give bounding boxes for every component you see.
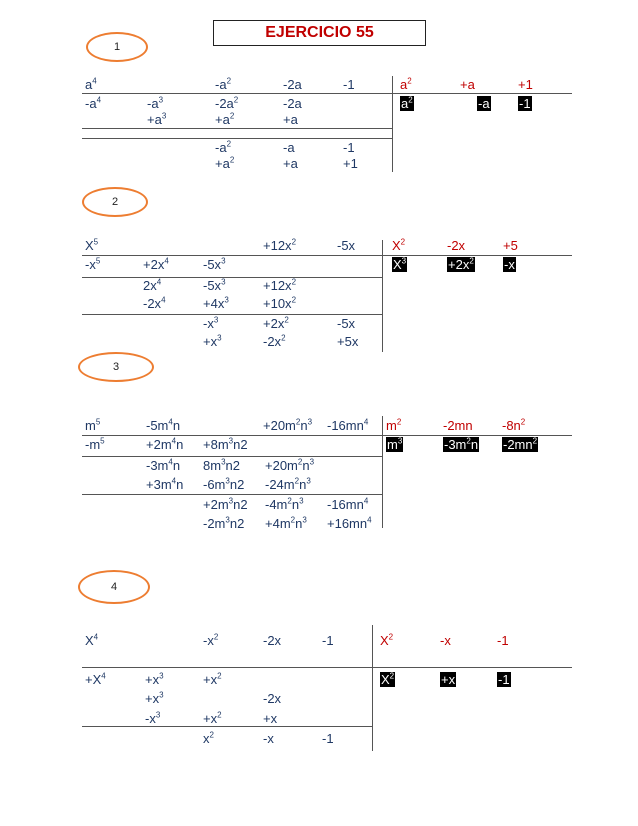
division-term — [322, 633, 334, 648]
term-base: +x — [441, 672, 456, 687]
division-term — [502, 418, 525, 433]
term-base: m — [85, 418, 96, 433]
division-rule — [82, 435, 572, 436]
division-term — [503, 257, 516, 272]
term-exponent: 2 — [466, 436, 471, 446]
division-term — [203, 497, 248, 512]
term-exponent: 4 — [363, 417, 369, 427]
division-term — [203, 516, 244, 531]
term-base: -2x — [263, 691, 282, 706]
division-term — [337, 334, 358, 349]
term-base: x — [203, 731, 210, 746]
term-base: +a — [215, 156, 230, 171]
term-exponent: 2 — [291, 295, 297, 305]
term-variable: n2 — [225, 458, 240, 473]
term-exponent: 2 — [295, 417, 301, 427]
term-exponent: 2 — [287, 496, 292, 506]
division-term — [263, 278, 296, 293]
division-term — [265, 458, 314, 473]
division-rule — [82, 726, 372, 727]
term-base: -5x — [337, 238, 356, 253]
division-term — [392, 257, 407, 272]
term-exponent: 4 — [171, 436, 177, 446]
division-term — [85, 238, 98, 253]
division-term — [283, 112, 298, 127]
exercise-number: 1 — [113, 41, 121, 53]
division-term — [503, 238, 518, 253]
term-base: -2a — [283, 77, 302, 92]
term-exponent: 2 — [281, 333, 286, 343]
term-exponent: 5 — [95, 417, 101, 427]
term-exponent: 3 — [401, 256, 407, 266]
division-term — [263, 731, 274, 746]
division-rule — [82, 128, 392, 129]
term-exponent: 2 — [217, 671, 222, 681]
division-term — [85, 96, 101, 111]
division-term — [265, 497, 304, 512]
term-exponent: 2 — [389, 671, 395, 681]
term-exponent: 3 — [224, 295, 229, 305]
term-exponent: 5 — [93, 237, 99, 247]
term-exponent: 4 — [101, 671, 106, 681]
term-variable: n2 — [229, 477, 245, 492]
term-base: -8n — [502, 418, 521, 433]
term-exponent: 3 — [161, 111, 167, 121]
term-exponent: 3 — [213, 315, 219, 325]
division-term — [143, 257, 169, 272]
division-term — [203, 633, 218, 648]
division-term — [502, 437, 538, 452]
division-term — [203, 458, 240, 473]
term-base: -a — [215, 77, 227, 92]
term-exponent: 4 — [156, 277, 162, 287]
term-base: -1 — [343, 77, 355, 92]
division-term — [147, 112, 166, 127]
term-exponent: 2 — [226, 139, 232, 149]
term-exponent: 2 — [396, 417, 402, 427]
exercise-number: 4 — [110, 581, 118, 593]
division-rule — [82, 314, 382, 315]
term-exponent: 4 — [92, 76, 97, 86]
term-exponent: 3 — [159, 671, 164, 681]
term-base: -5m — [146, 418, 169, 433]
division-term — [147, 96, 163, 111]
exercise-number-badge — [78, 570, 150, 604]
term-exponent: 5 — [100, 436, 105, 446]
division-term — [143, 278, 161, 293]
term-base: +X — [85, 672, 102, 687]
division-term — [440, 633, 451, 648]
term-base: -24m — [265, 477, 295, 492]
division-term — [263, 691, 281, 706]
term-exponent: 2 — [532, 436, 538, 446]
term-base: +5 — [503, 238, 518, 253]
term-exponent: 3 — [158, 95, 164, 105]
term-base: X — [381, 672, 390, 687]
term-base: +a — [283, 156, 298, 171]
division-term — [283, 77, 302, 92]
term-base: -5x — [337, 316, 356, 331]
term-variable: n — [299, 477, 307, 492]
division-term — [145, 672, 164, 687]
term-variable: n — [300, 418, 308, 433]
term-variable: n — [176, 477, 184, 492]
division-term — [343, 156, 358, 171]
term-exponent: 4 — [168, 457, 173, 467]
division-term — [497, 633, 509, 648]
term-exponent: 3 — [225, 476, 230, 486]
term-exponent: 4 — [367, 515, 372, 525]
term-exponent: 3 — [302, 515, 307, 525]
term-base: X — [85, 633, 94, 648]
exercise-number-badge — [82, 187, 148, 217]
division-term — [518, 77, 533, 92]
division-rule — [82, 138, 392, 139]
divisor-separator — [372, 625, 373, 751]
term-base: +4x — [203, 296, 225, 311]
division-term — [215, 96, 238, 111]
term-exponent: 3 — [299, 496, 304, 506]
term-exponent: 3 — [397, 436, 403, 446]
division-term — [203, 296, 229, 311]
division-term — [85, 672, 106, 687]
exercise-number-badge — [78, 352, 154, 382]
division-term — [327, 418, 368, 433]
division-term — [263, 316, 289, 331]
division-term — [263, 418, 312, 433]
term-exponent: 3 — [221, 256, 226, 266]
division-term — [327, 516, 372, 531]
term-exponent: 3 — [221, 277, 226, 287]
term-base: +a — [283, 112, 298, 127]
term-base: -2mn — [503, 437, 533, 452]
division-term — [145, 711, 160, 726]
division-rule — [82, 494, 382, 495]
term-exponent: 2 — [290, 515, 296, 525]
term-variable: n — [176, 437, 184, 452]
term-base: -x — [145, 711, 156, 726]
division-rule — [82, 277, 382, 278]
division-term — [215, 112, 234, 127]
division-term — [265, 477, 311, 492]
term-base: +20m — [263, 418, 296, 433]
term-exponent: 2 — [297, 457, 303, 467]
division-term — [263, 711, 277, 726]
term-base: +4m — [265, 516, 291, 531]
division-term — [327, 497, 368, 512]
term-base: a — [400, 77, 408, 92]
term-base: -3m — [444, 437, 467, 452]
term-exponent: 4 — [96, 95, 102, 105]
term-base: -1 — [343, 140, 355, 155]
division-term — [85, 437, 105, 452]
division-rule — [82, 93, 572, 94]
term-base: X — [85, 238, 94, 253]
division-term — [203, 257, 226, 272]
term-base: -x — [85, 257, 96, 272]
division-term — [145, 691, 164, 706]
division-term — [337, 316, 355, 331]
term-base: +8m — [203, 437, 229, 452]
division-term — [146, 418, 180, 433]
term-exponent: 2 — [217, 710, 222, 720]
division-term — [203, 316, 218, 331]
term-exponent: 2 — [291, 237, 297, 247]
division-term — [386, 418, 401, 433]
division-term — [322, 731, 334, 746]
term-exponent: 2 — [294, 476, 300, 486]
term-variable: n2 — [229, 516, 245, 531]
term-base: -x — [504, 257, 515, 272]
term-exponent: 2 — [226, 76, 232, 86]
term-base: -2a — [283, 96, 302, 111]
division-term — [386, 437, 403, 452]
division-term — [203, 334, 222, 349]
term-base: -6m — [203, 477, 226, 492]
division-term — [380, 633, 393, 648]
term-variable: n — [291, 497, 300, 512]
term-exponent: 3 — [307, 417, 313, 427]
term-base: +a — [460, 77, 475, 92]
term-base: m — [386, 418, 397, 433]
term-base: +x — [203, 334, 218, 349]
division-term — [460, 77, 475, 92]
term-base: -2a — [215, 96, 234, 111]
term-base: +x — [145, 691, 160, 706]
term-base: +20m — [265, 458, 298, 473]
division-term — [447, 238, 465, 253]
term-base: 2x — [143, 278, 157, 293]
term-variable: n — [172, 458, 181, 473]
term-variable: n — [470, 437, 479, 452]
term-base: -16mn — [327, 497, 364, 512]
term-base: -a — [147, 96, 159, 111]
division-term — [337, 238, 355, 253]
term-base: +16mn — [327, 516, 368, 531]
term-exponent: 2 — [229, 111, 235, 121]
term-exponent: 2 — [291, 277, 297, 287]
division-term — [203, 711, 222, 726]
term-exponent: 4 — [168, 417, 173, 427]
term-base: +2x — [143, 257, 165, 272]
division-term — [497, 672, 511, 687]
division-term — [85, 418, 100, 433]
term-base: -a — [215, 140, 227, 155]
division-term — [263, 334, 286, 349]
division-term — [203, 731, 214, 746]
term-base: -x — [263, 731, 274, 746]
division-term — [146, 458, 180, 473]
term-base: +10x — [263, 296, 292, 311]
term-base: -1 — [322, 633, 334, 648]
term-base: -4m — [265, 497, 288, 512]
term-exponent: 3 — [217, 333, 222, 343]
term-base: +5x — [337, 334, 359, 349]
division-term — [283, 140, 295, 155]
division-term — [443, 418, 473, 433]
term-base: +2m — [146, 437, 172, 452]
term-exponent: 2 — [400, 237, 406, 247]
term-base: -1 — [498, 672, 510, 687]
term-base: -x — [203, 633, 214, 648]
division-term — [215, 140, 231, 155]
term-exponent: 4 — [161, 295, 166, 305]
term-exponent: 5 — [95, 256, 101, 266]
term-base: X — [392, 238, 401, 253]
term-exponent: 3 — [155, 710, 161, 720]
term-base: a — [401, 96, 409, 111]
term-exponent: 4 — [93, 632, 99, 642]
division-term — [85, 633, 98, 648]
term-base: +12x — [263, 278, 292, 293]
division-term — [215, 156, 234, 171]
term-base: -a — [478, 96, 490, 111]
division-rule — [82, 255, 572, 256]
term-exponent: 2 — [407, 76, 412, 86]
division-term — [443, 437, 479, 452]
term-base: +a — [215, 112, 230, 127]
term-base: X — [393, 257, 402, 272]
division-term — [447, 257, 475, 272]
division-term — [477, 96, 491, 111]
term-base: -3m — [146, 458, 169, 473]
term-exponent: 2 — [213, 632, 219, 642]
term-base: -1 — [322, 731, 334, 746]
term-base: -1 — [497, 633, 509, 648]
division-term — [400, 96, 414, 111]
division-term — [85, 257, 100, 272]
division-term — [263, 238, 296, 253]
division-term — [380, 672, 395, 687]
division-term — [283, 156, 298, 171]
term-exponent: 4 — [164, 256, 169, 266]
term-variable: n — [295, 516, 303, 531]
term-base: -a — [85, 96, 97, 111]
division-term — [146, 477, 183, 492]
term-exponent: 4 — [363, 496, 369, 506]
division-term — [392, 238, 405, 253]
term-exponent: 4 — [171, 476, 177, 486]
term-exponent: 2 — [233, 95, 239, 105]
term-exponent: 3 — [225, 515, 230, 525]
term-base: +a — [147, 112, 162, 127]
term-exponent: 3 — [228, 496, 234, 506]
term-base: -5x — [203, 257, 222, 272]
term-base: m — [387, 437, 398, 452]
term-base: -a — [283, 140, 295, 155]
term-base: -x — [440, 633, 451, 648]
term-base: 8m — [203, 458, 222, 473]
term-exponent: 3 — [228, 436, 234, 446]
term-base: -2x — [447, 238, 466, 253]
division-term — [343, 77, 355, 92]
division-term — [203, 477, 244, 492]
division-term — [263, 633, 281, 648]
divisor-separator — [382, 416, 383, 528]
term-variable: n2 — [233, 497, 248, 512]
exercise-number-badge — [86, 32, 148, 62]
term-base: +1 — [343, 156, 358, 171]
term-base: -1 — [519, 96, 531, 111]
term-variable: n — [302, 458, 310, 473]
term-base: -5x — [203, 278, 222, 293]
term-exponent: 2 — [229, 155, 235, 165]
term-base: +2x — [448, 257, 470, 272]
term-base: -16mn — [327, 418, 364, 433]
term-exponent: 2 — [469, 256, 474, 266]
division-term — [400, 77, 412, 92]
term-base: -2x — [143, 296, 162, 311]
division-term — [143, 296, 166, 311]
exercise-number: 3 — [112, 361, 120, 373]
term-exponent: 3 — [159, 690, 164, 700]
term-exponent: 3 — [306, 476, 311, 486]
division-term — [440, 672, 456, 687]
term-base: +12x — [263, 238, 292, 253]
division-term — [215, 77, 231, 92]
division-term — [203, 672, 222, 687]
term-base: -2m — [203, 516, 226, 531]
term-exponent: 2 — [408, 95, 413, 105]
term-exponent: 2 — [284, 315, 289, 325]
exercise-number: 2 — [111, 196, 119, 208]
term-base: +1 — [518, 77, 533, 92]
divisor-separator — [392, 76, 393, 172]
term-base: +x — [263, 711, 278, 726]
division-term — [283, 96, 302, 111]
term-base: +2x — [263, 316, 285, 331]
term-exponent: 3 — [309, 457, 315, 467]
page-title: EJERCICIO 55 — [213, 20, 426, 46]
division-term — [263, 296, 296, 311]
division-term — [265, 516, 307, 531]
term-base: +x — [203, 672, 218, 687]
term-base: -2x — [263, 334, 282, 349]
term-exponent: 3 — [221, 457, 226, 467]
divisor-separator — [382, 240, 383, 352]
division-rule — [82, 667, 572, 668]
term-base: +2m — [203, 497, 229, 512]
division-term — [203, 278, 226, 293]
term-exponent: 2 — [388, 632, 394, 642]
term-base: +3m — [146, 477, 172, 492]
term-variable: n2 — [233, 437, 248, 452]
division-term — [343, 140, 355, 155]
term-base: a — [85, 77, 93, 92]
division-term — [518, 96, 532, 111]
term-base: -m — [85, 437, 101, 452]
term-base: -x — [203, 316, 214, 331]
term-exponent: 2 — [520, 417, 526, 427]
division-term — [203, 437, 248, 452]
term-base: -2mn — [443, 418, 473, 433]
term-base: +x — [145, 672, 160, 687]
term-base: -2x — [263, 633, 282, 648]
division-rule — [82, 456, 382, 457]
division-term — [85, 77, 97, 92]
term-exponent: 2 — [209, 730, 214, 740]
term-base: X — [380, 633, 389, 648]
division-term — [146, 437, 183, 452]
term-base: +x — [203, 711, 218, 726]
term-variable: n — [172, 418, 181, 433]
